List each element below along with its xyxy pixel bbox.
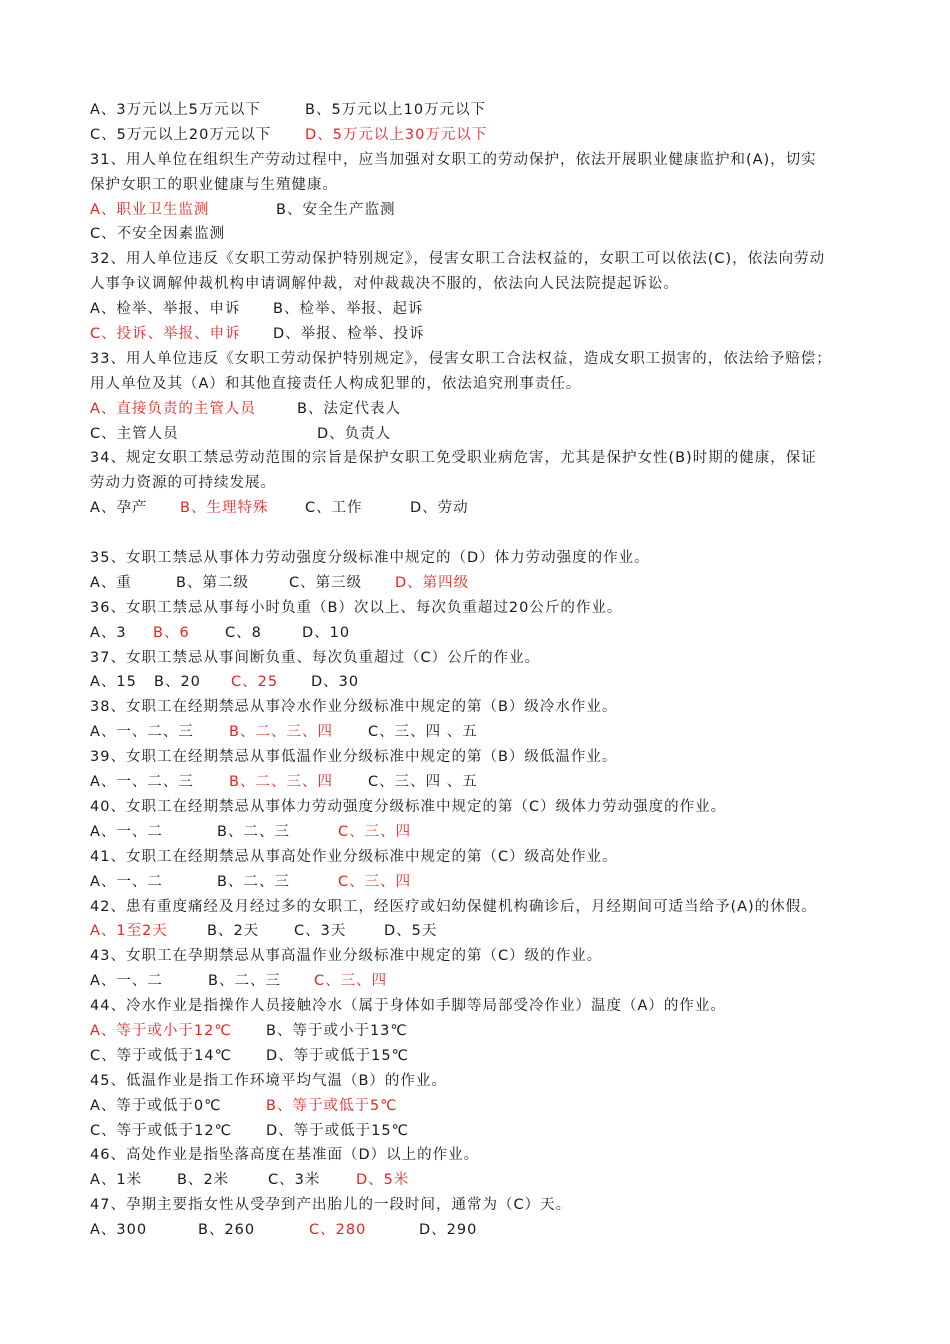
blank-line (90, 521, 870, 546)
option-text: A、3 (90, 624, 127, 641)
text-line (90, 397, 870, 422)
option-text: A、一、二、三 (90, 774, 194, 791)
option-text: A、一、二 (90, 973, 163, 990)
text-line (90, 546, 870, 571)
answer-highlight: B、生理特殊 (180, 500, 269, 517)
option-text: B、2米 (177, 1172, 230, 1189)
question-text: 44、冷水作业是指操作人员接触冷水（属于身体如手脚等局部受冷作业）温度（A）的作业。 (90, 998, 726, 1015)
text-line (90, 994, 870, 1019)
text-line (90, 1193, 870, 1218)
question-text: 46、高处作业是指坠落高度在基准面（D）以上的作业。 (90, 1147, 480, 1164)
text-line (90, 123, 870, 148)
option-text: B、等于或小于13℃ (266, 1022, 408, 1039)
question-text: 人事争议调解仲裁机构申请调解仲裁，对仲裁裁决不服的，依法向人民法院提起诉讼。 (90, 276, 679, 293)
question-text: 40、女职工在经期禁忌从事体力劳动强度分级标准中规定的第（C）级体力劳动强度的作业。 (90, 798, 727, 815)
option-text: C、等于或低于14℃ (90, 1047, 232, 1064)
answer-highlight: C、三、四 (338, 823, 412, 840)
option-text: B、二、三 (217, 873, 290, 890)
question-text: 32、用人单位违反《女职工劳动保护特别规定》，侵害女职工合法权益的，女职工可以依法(C)，依法向劳动 (90, 251, 826, 268)
answer-highlight: C、280 (309, 1222, 367, 1239)
answer-highlight: A、直接负责的主管人员 (90, 400, 256, 417)
option-text: B、法定代表人 (297, 400, 401, 417)
text-line (90, 471, 870, 496)
question-text: 47、孕期主要指女性从受孕到产出胎儿的一段时间，通常为（C）天。 (90, 1197, 572, 1214)
text-line (90, 322, 870, 347)
option-text: B、2天 (207, 923, 260, 940)
option-text: C、等于或低于12℃ (90, 1122, 232, 1139)
answer-highlight: C、三、四 (338, 873, 412, 890)
text-line (90, 1069, 870, 1094)
option-text: B、二、三 (208, 973, 281, 990)
option-text: D、劳动 (410, 500, 469, 517)
text-line (90, 621, 870, 646)
option-text: A、一、二、三 (90, 724, 194, 741)
text-line (90, 944, 870, 969)
text-line (90, 596, 870, 621)
answer-highlight: D、5米 (356, 1172, 410, 1189)
text-line (90, 422, 870, 447)
question-text: 保护女职工的职业健康与生殖健康。 (90, 176, 338, 193)
text-line (90, 1218, 870, 1243)
text-line (90, 1044, 870, 1069)
answer-highlight: B、6 (153, 624, 190, 641)
question-text: C、不安全因素监测 (90, 226, 226, 243)
text-line (90, 646, 870, 671)
text-line (90, 496, 870, 521)
text-line (90, 845, 870, 870)
option-text: D、等于或低于15℃ (266, 1122, 409, 1139)
text-line (90, 98, 870, 123)
answer-highlight: A、职业卫生监测 (90, 201, 210, 218)
text-line (90, 247, 870, 272)
answer-highlight: D、第四级 (395, 574, 470, 591)
option-text: C、5万元以上20万元以下 (90, 126, 272, 143)
text-line (90, 297, 870, 322)
option-text: D、负责人 (317, 425, 392, 442)
option-text: B、安全生产监测 (276, 201, 396, 218)
text-line (90, 670, 870, 695)
answer-highlight: C、25 (231, 674, 279, 691)
text-line (90, 870, 870, 895)
text-line (90, 1094, 870, 1119)
question-text: 41、女职工在经期禁忌从事高处作业分级标准中规定的第（C）级高处作业。 (90, 848, 618, 865)
option-text: B、20 (154, 674, 201, 691)
option-text: A、检举、举报、申诉 (90, 301, 241, 318)
option-text: A、一、二 (90, 823, 163, 840)
question-text: 33、用人单位违反《女职工劳动保护特别规定》，侵害女职工合法权益，造成女职工损害的，依法给予赔偿； (90, 350, 832, 367)
option-text: D、举报、检举、投诉 (273, 326, 425, 343)
answer-highlight: B、二、三、四 (229, 774, 333, 791)
text-line (90, 895, 870, 920)
option-text: D、290 (419, 1222, 478, 1239)
question-text: 37、女职工禁忌从事间断负重、每次负重超过（C）公斤的作业。 (90, 649, 541, 666)
text-line (90, 1168, 870, 1193)
text-line (90, 1119, 870, 1144)
question-text: 43、女职工在孕期禁忌从事高温作业分级标准中规定的第（C）级的作业。 (90, 948, 603, 965)
option-text: B、第二级 (176, 574, 249, 591)
option-text: A、300 (90, 1222, 148, 1239)
document-body (90, 98, 870, 1243)
option-text: A、一、二 (90, 873, 163, 890)
text-line (90, 695, 870, 720)
question-text: 38、女职工在经期禁忌从事冷水作业分级标准中规定的第（B）级冷水作业。 (90, 699, 618, 716)
question-text: 31、用人单位在组织生产劳动过程中，应当加强对女职工的劳动保护，依法开展职业健康监护和(A)，切实 (90, 151, 817, 168)
text-line (90, 173, 870, 198)
text-line (90, 446, 870, 471)
option-text: C、第三级 (289, 574, 363, 591)
option-text: D、10 (302, 624, 351, 641)
text-line (90, 969, 870, 994)
text-line (90, 1143, 870, 1168)
option-text: B、二、三 (217, 823, 290, 840)
option-text: C、三、四 、五 (368, 724, 478, 741)
option-text: C、8 (225, 624, 262, 641)
option-text: C、3米 (268, 1172, 321, 1189)
question-text: 45、低温作业是指工作环境平均气温（B）的作业。 (90, 1072, 447, 1089)
option-text: B、5万元以上10万元以下 (305, 102, 487, 118)
answer-highlight: C、三、四 (314, 973, 388, 990)
text-line (90, 148, 870, 173)
question-text: 39、女职工在经期禁忌从事低温作业分级标准中规定的第（B）级低温作业。 (90, 749, 618, 766)
text-line (90, 770, 870, 795)
text-line (90, 571, 870, 596)
question-text: 36、女职工禁忌从事每小时负重（B）次以上、每次负重超过20公斤的作业。 (90, 599, 623, 616)
option-text: C、三、四 、五 (368, 774, 478, 791)
option-text: A、孕产 (90, 500, 148, 517)
option-text: A、1米 (90, 1172, 143, 1189)
text-line (90, 222, 870, 247)
answer-highlight: D、5万元以上30万元以下 (305, 126, 488, 143)
text-line (90, 820, 870, 845)
question-text: 34、规定女职工禁忌劳动范围的宗旨是保护女职工免受职业病危害，尤其是保护女性(B)时期的健康，保证 (90, 450, 817, 467)
answer-highlight: A、等于或小于12℃ (90, 1022, 232, 1039)
option-text: C、3天 (294, 923, 347, 940)
option-text: B、260 (198, 1222, 256, 1239)
answer-highlight: A、1至2天 (90, 923, 168, 940)
text-line (90, 720, 870, 745)
text-line (90, 198, 870, 223)
text-line (90, 745, 870, 770)
option-text: A、重 (90, 574, 132, 591)
option-text: D、等于或低于15℃ (266, 1047, 409, 1064)
text-line (90, 272, 870, 297)
text-line (90, 1019, 870, 1044)
question-text: 42、患有重度痛经及月经过多的女职工，经医疗或妇幼保健机构确诊后，月经期间可适当给予(A)的休假。 (90, 898, 817, 915)
option-text: A、等于或低于0℃ (90, 1097, 222, 1114)
answer-highlight: B、等于或低于5℃ (266, 1097, 398, 1114)
question-text: 用人单位及其（A）和其他直接责任人构成犯罪的，依法追究刑事责任。 (90, 375, 582, 392)
option-text: D、5天 (384, 923, 438, 940)
option-text: B、检举、举报、起诉 (273, 301, 424, 318)
text-line (90, 919, 870, 944)
option-text: A、3万元以上5万元以下 (90, 102, 261, 118)
answer-highlight: C、投诉、举报、申诉 (90, 326, 241, 343)
text-line (90, 372, 870, 397)
text-line (90, 795, 870, 820)
option-text: D、30 (311, 674, 360, 691)
question-text: 35、女职工禁忌从事体力劳动强度分级标准中规定的（D）体力劳动强度的作业。 (90, 550, 650, 567)
option-text: A、15 (90, 674, 137, 691)
option-text: C、主管人员 (90, 425, 179, 442)
option-text: C、工作 (305, 500, 363, 517)
question-text: 劳动力资源的可持续发展。 (90, 475, 276, 492)
answer-highlight: B、二、三、四 (229, 724, 333, 741)
text-line (90, 347, 870, 372)
